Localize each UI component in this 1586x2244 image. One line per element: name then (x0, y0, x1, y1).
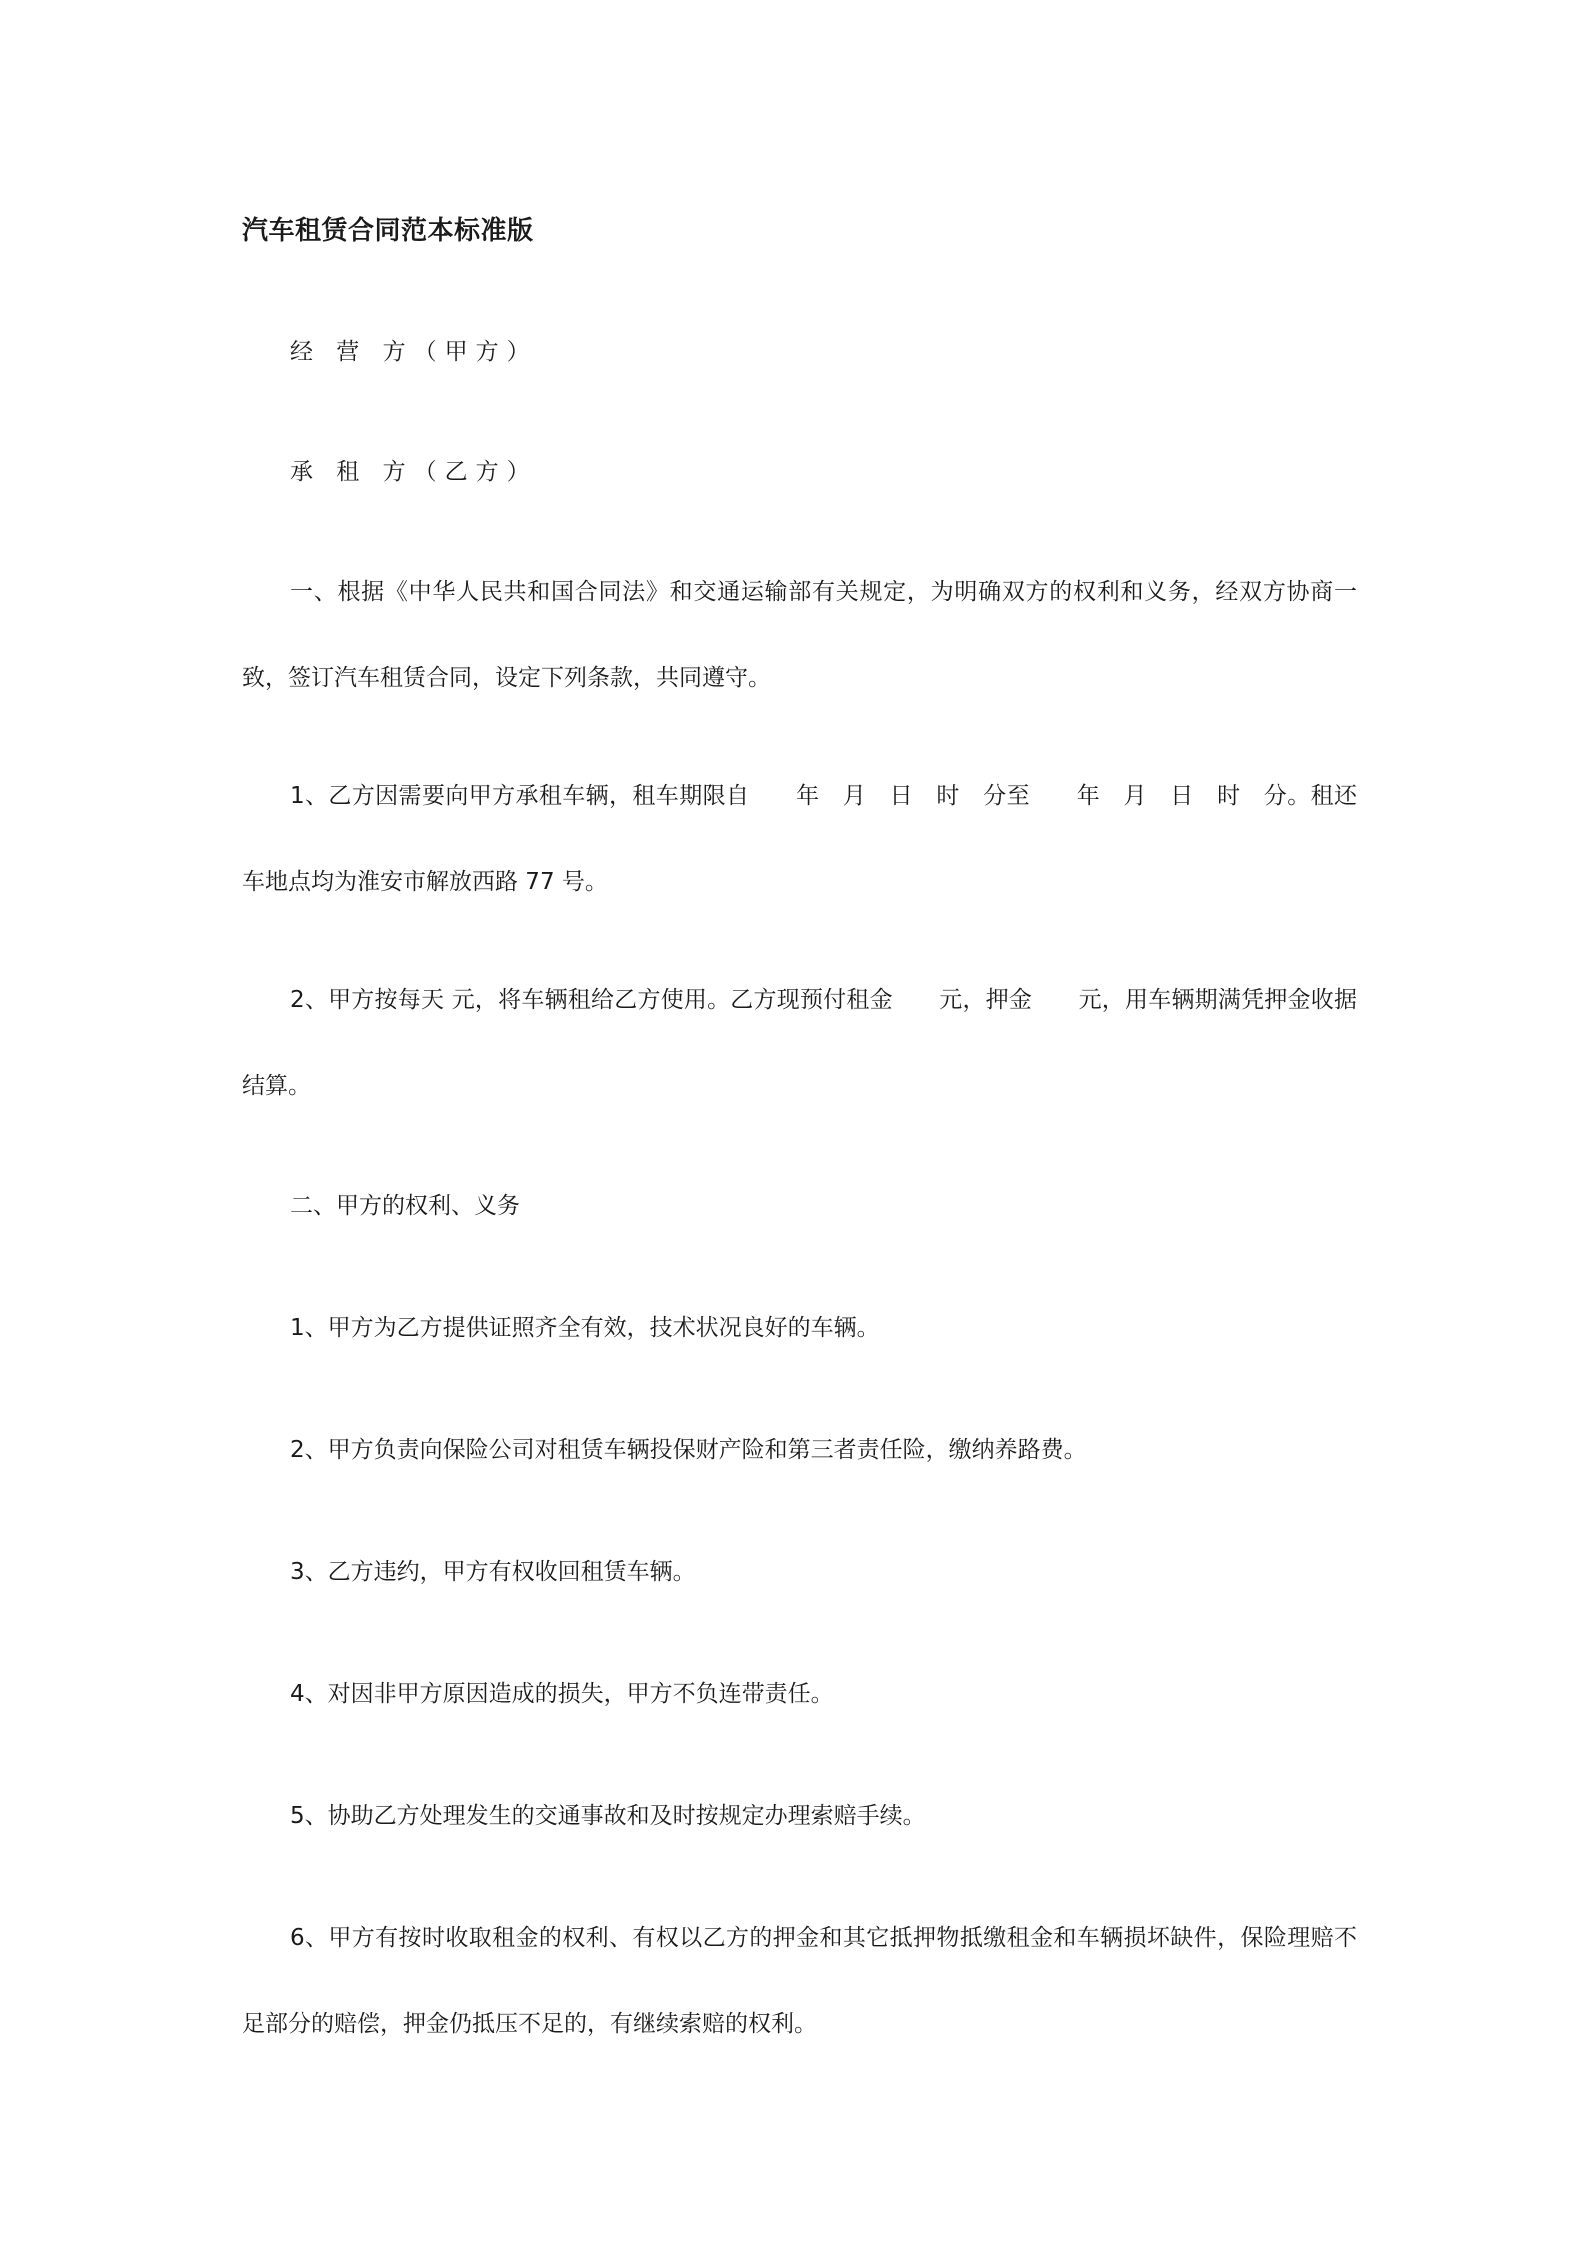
clause1-2: 2、甲方按每天 元，将车辆租给乙方使用。乙方现预付租金 元，押金 元，用车辆期满凭押金收据结算。 (242, 987, 1357, 1099)
party-b-line: 承 租 方（乙方） (290, 459, 538, 485)
clause2-2: 2、甲方负责向保险公司对租赁车辆投保财产险和第三者责任险，缴纳养路费。 (290, 1437, 1087, 1463)
clause2-3: 3、乙方违约，甲方有权收回租赁车辆。 (290, 1559, 696, 1585)
clause2-5: 5、协助乙方处理发生的交通事故和及时按规定办理索赔手续。 (290, 1803, 926, 1829)
clause1-1: 1、乙方因需要向甲方承租车辆，租车期限自 年 月 日 时 分至 年 月 日 时 分。租还车地点均为淮安市解放西路 77 号。 (242, 783, 1357, 895)
section2-heading: 二、甲方的权利、义务 (290, 1193, 520, 1219)
clause2-6: 6、甲方有按时收取租金的权利、有权以乙方的押金和其它抵押物抵缴租金和车辆损坏缺件，保险理赔不足部分的赔偿，押金仍抵压不足的，有继续索赔的权利。 (242, 1925, 1357, 2037)
section1-intro: 一、根据《中华人民共和国合同法》和交通运输部有关规定，为明确双方的权利和义务，经双方协商一致，签订汽车租赁合同，设定下列条款，共同遵守。 (242, 579, 1357, 691)
document-title: 汽车租赁合同范本标准版 (242, 216, 534, 246)
party-a-line: 经 营 方（甲方） (290, 339, 538, 365)
clause2-4: 4、对因非甲方原因造成的损失，甲方不负连带责任。 (290, 1681, 834, 1707)
clause2-1: 1、甲方为乙方提供证照齐全有效，技术状况良好的车辆。 (290, 1315, 880, 1341)
